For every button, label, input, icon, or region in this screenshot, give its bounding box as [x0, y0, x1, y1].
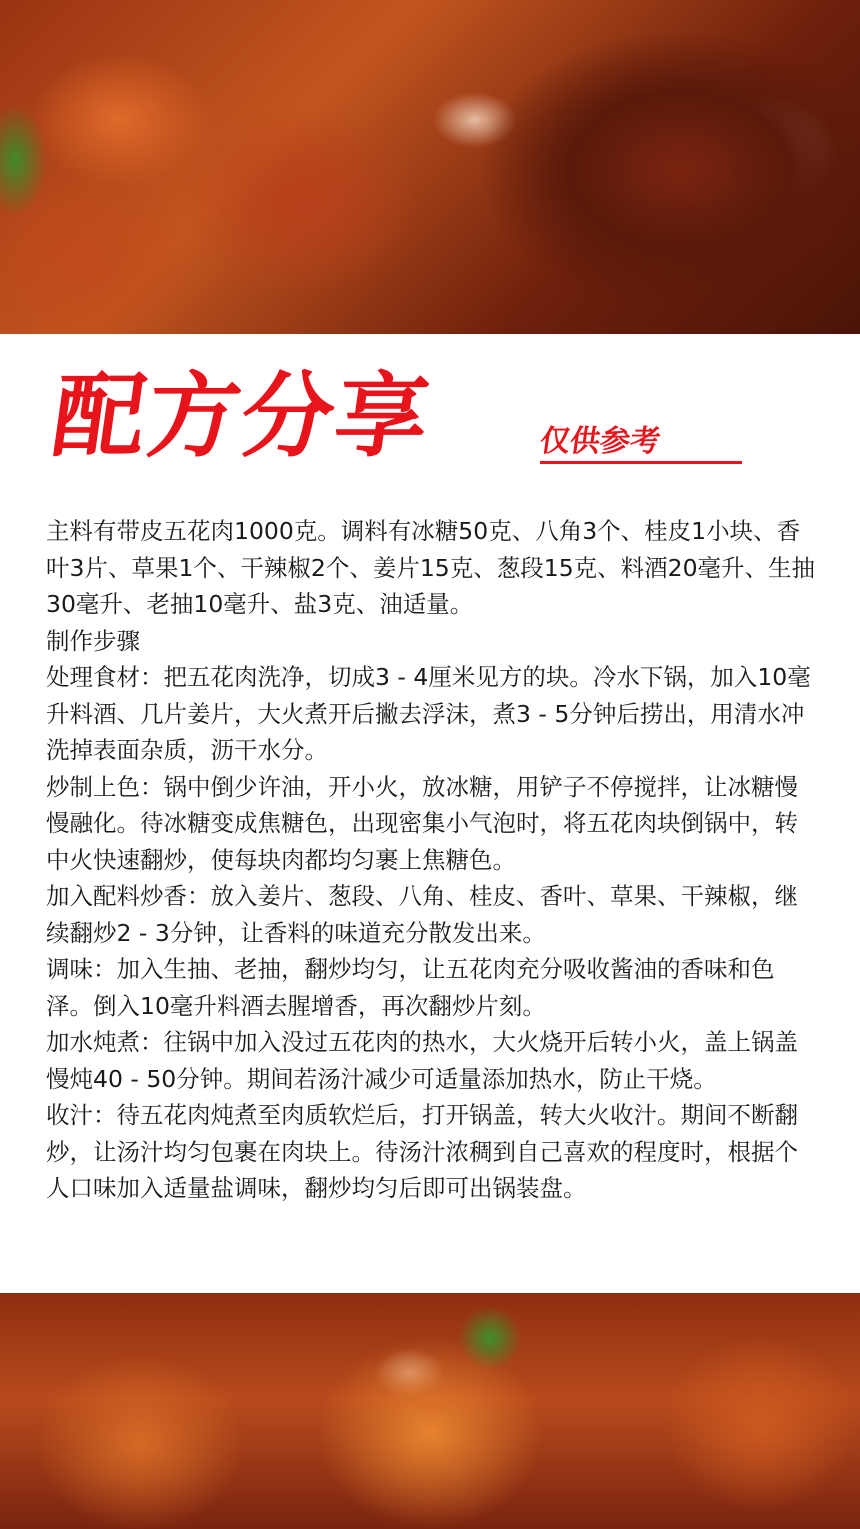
recipe-text — [46, 513, 818, 1207]
step-season: 调味：加入生抽、老抽，翻炒均匀，让五花肉充分吸收酱油的香味和色泽。倒入10毫升料酒去腥增香，再次翻炒片刻。 — [46, 955, 775, 1020]
subtitle-underline — [540, 461, 742, 464]
step-prepare: 处理食材：把五花肉洗净，切成3 - 4厘米见方的块。冷水下锅，加入10毫升料酒、几片姜片，大火煮开后撇去浮沫，煮3 - 5分钟后捞出，用清水冲洗掉表面杂质，沥干水分。 — [46, 663, 811, 764]
braised-pork-photo-bottom — [0, 1293, 860, 1529]
page-title: 配方分享 — [46, 363, 438, 470]
step-simmer: 加水炖煮：往锅中加入没过五花肉的热水，大火烧开后转小火，盖上锅盖慢炖40 - 50分钟。期间若汤汁减少可适量添加热水，防止干烧。 — [46, 1028, 798, 1093]
ingredients-paragraph: 主料有带皮五花肉1000克。调料有冰糖50克、八角3个、桂皮1小块、香叶3片、草果1个、干辣椒2个、姜片15克、葱段15克、料酒20毫升、生抽30毫升、老抽10毫升、盐3克、油适量。 — [46, 517, 816, 618]
step-caramelize: 炒制上色：锅中倒少许油，开小火，放冰糖，用铲子不停搅拌，让冰糖慢慢融化。待冰糖变成焦糖色，出现密集小气泡时，将五花肉块倒锅中，转中火快速翻炒，使每块肉都均匀裹上焦糖色。 — [46, 772, 798, 874]
steps-heading: 制作步骤 — [46, 626, 140, 655]
step-spices: 加入配料炒香：放入姜片、葱段、八角、桂皮、香叶、草果、干辣椒，继续翻炒2 - 3分钟，让香料的味道充分散发出来。 — [46, 882, 798, 947]
title-subtitle: 仅供参考 — [537, 424, 663, 459]
braised-pork-photo-top — [0, 0, 860, 334]
step-reduce: 收汁：待五花肉炖煮至肉质软烂后，打开锅盖，转大火收汁。期间不断翻炒，让汤汁均匀包裹在肉块上。待汤汁浓稠到自己喜欢的程度时，根据个人口味加入适量盐调味，翻炒均匀后即可出锅装盘。 — [46, 1101, 798, 1202]
title-banner — [46, 362, 826, 472]
